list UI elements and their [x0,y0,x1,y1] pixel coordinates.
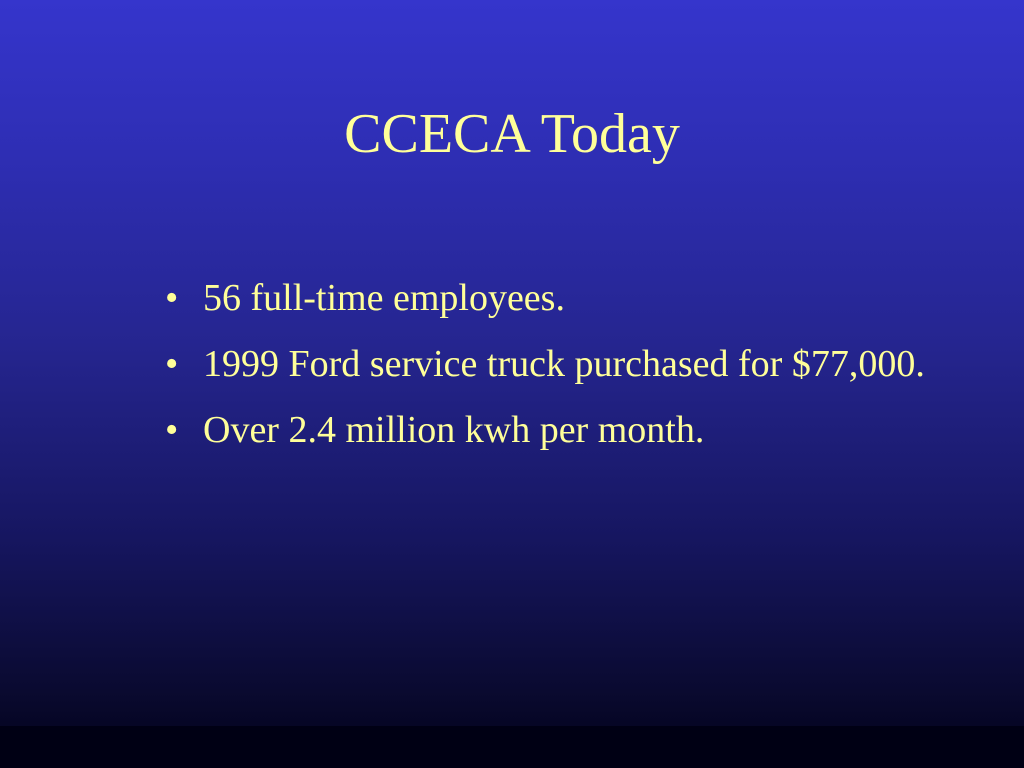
bullet-item-kwh [165,404,925,456]
bullet-text: Over 2.4 million kwh per month. [203,409,705,451]
slide-title: CCECA Today [344,103,680,165]
bullet-text: 56 full-time employees. [203,277,565,319]
bullet-dot-icon: • [165,277,179,319]
bullet-text: 1999 Ford service truck purchased for $77,000. [203,343,925,385]
bullet-item-employees [165,272,925,324]
bullet-dot-icon: • [165,409,179,451]
bottom-band [0,726,1024,768]
bullet-list [165,272,925,470]
bullet-item-truck [165,338,925,390]
bullet-dot-icon: • [165,343,179,385]
